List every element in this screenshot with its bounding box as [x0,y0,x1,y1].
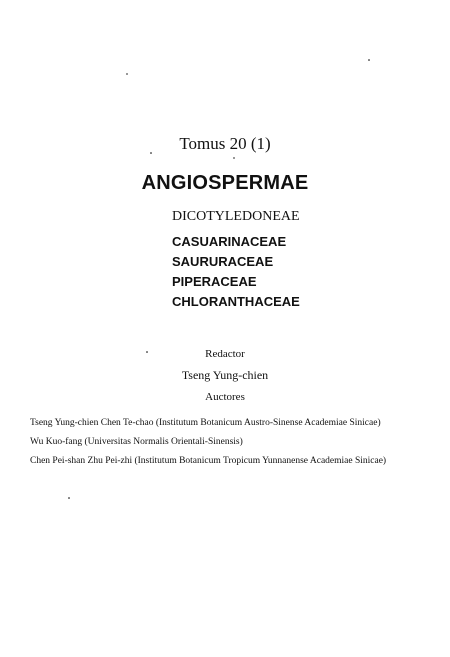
family-item-chloranthaceae: CHLORANTHACEAE [172,294,300,309]
author-list [30,414,386,471]
family-item-saururaceae: SAURURACEAE [172,254,274,269]
scan-speck [126,73,128,75]
page-title: ANGIOSPERMAE [141,172,309,194]
scan-speck [68,497,70,499]
author-line: Chen Pei-shan Zhu Pei-zhi (Institutum Botanicum Tropicum Yunnanense Academiae Sinicae) [30,456,387,466]
volume-number: Tomus 20 (1) [179,134,271,153]
author-line: Tseng Yung-chien Chen Te-chao (Institutum Botanicum Austro-Sinense Academiae Sinicae) [30,418,381,428]
author-line: Wu Kuo-fang (Universitas Normalis Orientali-Sinensis) [30,437,243,447]
redactor-name: Tseng Yung-chien [181,368,269,382]
family-item-piperaceae: PIPERACEAE [172,274,257,289]
family-list [172,232,300,312]
family-item-casuarinaceae: CASUARINACEAE [172,234,287,249]
scan-speck [368,59,370,61]
auctores-label: Auctores [205,391,245,403]
redactor-label: Redactor [205,348,245,360]
subclass-heading: DICOTYLEDONEAE [172,209,300,224]
scan-speck [146,351,148,353]
scan-speck [233,157,235,159]
scan-speck [150,152,152,154]
